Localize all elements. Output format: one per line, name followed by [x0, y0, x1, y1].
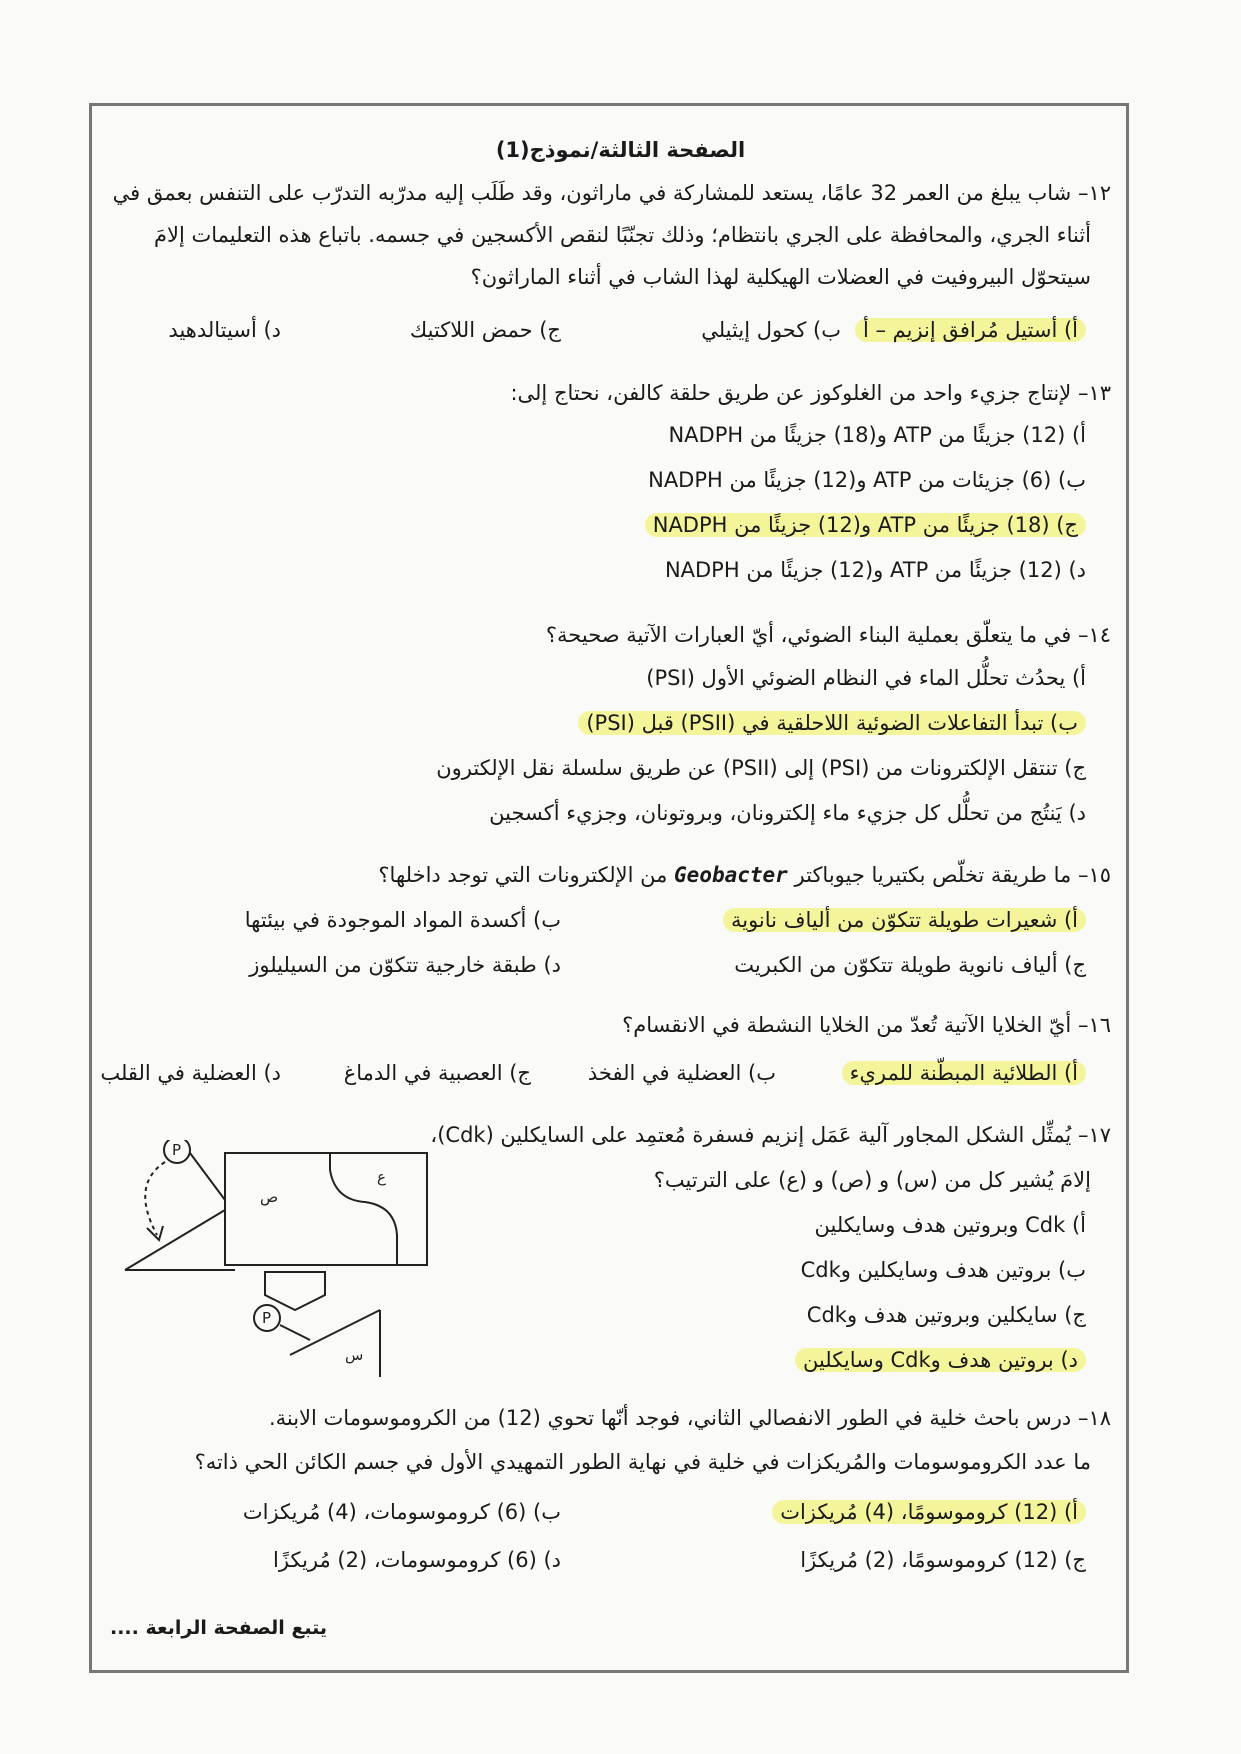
phosphate-link-top — [190, 1153, 225, 1200]
q18-option-c: ج) (12) كروموسومًا، (2) مُريكزًا — [800, 1548, 1086, 1572]
q15-option-b: ب) أكسدة المواد الموجودة في بيئتها — [244, 908, 561, 932]
q17-option-d — [795, 1345, 1086, 1375]
q18-stem-1 — [269, 1403, 1111, 1433]
q13-number: ١٣– — [1077, 381, 1111, 405]
q12-number: ١٢– — [1077, 181, 1111, 205]
q16-option-d: د) العضلية في القلب — [100, 1061, 281, 1085]
q15-option-a — [723, 905, 1086, 935]
q17-number: ١٧– — [1077, 1123, 1111, 1147]
q16-option-c: ج) العصبية في الدماغ — [343, 1061, 531, 1085]
q15-text-a: ما طريقة تخلّص بكتيريا جيوباكتر — [794, 863, 1072, 887]
q12-line-2: أثناء الجري، والمحافظة على الجري بانتظام؛ وذلك تجنّبًا لنقص الأكسجين في جسمه. باتباع هذه التعليمات إلامَ — [154, 223, 1091, 247]
phosphate-label-bottom: P — [262, 1309, 272, 1327]
q18-option-a — [772, 1497, 1086, 1527]
q17-option-b: ب) بروتين هدف وسايكلين وCdk — [800, 1258, 1086, 1282]
cyclin-region-line — [330, 1153, 397, 1265]
q14-option-a: أ) يحدُث تحلُّل الماء في النظام الضوئي الأول (PSI) — [646, 666, 1086, 690]
q12-text-1: شاب يبلغ من العمر 32 عامًا، يستعد للمشاركة في ماراثون، وقد طَلَب إليه مدرّبه التدرّب على التنفس بعمق في — [112, 181, 1072, 205]
q12-line-1 — [113, 178, 1111, 208]
q17-option-c: ج) سايكلين وبروتين هدف وCdk — [806, 1303, 1086, 1327]
q15-latin-name: Geobacter — [674, 863, 788, 887]
q14-option-b — [578, 708, 1086, 738]
q18-option-d: د) (6) كروموسومات، (2) مُريكزًا — [273, 1548, 561, 1572]
q15-option-d: د) طبقة خارجية تتكوّن من السيليلوز — [249, 953, 561, 977]
answer-highlight: أ) الطلائية المبطّنة للمريء — [842, 1061, 1086, 1085]
answer-highlight: د) بروتين هدف وCdk وسايكلين — [795, 1348, 1086, 1372]
phosphate-label-top: P — [172, 1141, 182, 1159]
q13-text: لإنتاج جزيء واحد من الغلوكوز عن طريق حلقة كالفن، نحتاج إلى: — [510, 381, 1072, 405]
phosphate-link-bottom — [280, 1325, 310, 1340]
q12-option-c: ج) حمض اللاكتيك — [409, 318, 561, 342]
q17-stem-1 — [430, 1120, 1111, 1150]
q15-text-b: من الإلكترونات التي توجد داخلها؟ — [378, 863, 668, 887]
figure-label-ain: ع — [377, 1168, 386, 1186]
q17-text-1: يُمثِّل الشكل المجاور آلية عَمَل إنزيم فسفرة مُعتمِد على السايكلين (Cdk)، — [430, 1123, 1072, 1147]
answer-highlight: ب) تبدأ التفاعلات الضوئية اللاحلقية في (PSII) قبل (PSI) — [578, 711, 1086, 735]
q15-option-c: ج) ألياف نانوية طويلة تتكوّن من الكبريت — [734, 953, 1086, 977]
q13-option-a: أ) (12) جزيئًا من ATP و(18) جزيئًا من NADPH — [668, 423, 1086, 447]
process-arrow — [265, 1272, 325, 1310]
q15-number: ١٥– — [1077, 863, 1111, 887]
answer-highlight: أ) (12) كروموسومًا، (4) مُريكزات — [772, 1500, 1086, 1524]
q12-option-b: ب) كحول إيثيلي — [701, 318, 841, 342]
q18-option-b: ب) (6) كروموسومات، (4) مُريكزات — [242, 1500, 561, 1524]
q14-number: ١٤– — [1077, 623, 1111, 647]
q18-number: ١٨– — [1077, 1406, 1111, 1430]
transfer-arrow — [145, 1162, 165, 1235]
answer-highlight: أ) أستيل مُرافق إنزيم – أ — [855, 318, 1086, 342]
q17-stem-2: إلامَ يُشير كل من (س) و (ص) و (ع) على الترتيب؟ — [653, 1168, 1091, 1192]
q17-option-a: أ) Cdk وبروتين هدف وسايكلين — [814, 1213, 1086, 1237]
q14-stem — [546, 620, 1111, 650]
q13-stem — [510, 378, 1111, 408]
target-protein-line-top — [125, 1210, 225, 1270]
q18-stem-2: ما عدد الكروموسومات والمُريكزات في خلية في نهاية الطور التمهيدي الأول في جسم الكائن الحي ذاته؟ — [194, 1450, 1091, 1474]
q16-option-a — [842, 1058, 1086, 1088]
q13-option-b: ب) (6) جزيئات من ATP و(12) جزيئًا من NADPH — [648, 468, 1086, 492]
transfer-arrowhead — [147, 1226, 163, 1240]
q12-option-a — [855, 315, 1086, 345]
q12-option-d: د) أسيتالدهيد — [168, 318, 281, 342]
q16-stem — [622, 1010, 1111, 1040]
answer-highlight: ج) (18) جزيئًا من ATP و(12) جزيئًا من NADPH — [645, 513, 1086, 537]
q14-option-d: د) يَنتُج من تحلُّل كل جزيء ماء إلكترونان، وبروتونان، وجزيء أكسجين — [489, 801, 1086, 825]
figure-label-seen: س — [345, 1346, 364, 1364]
q13-option-c — [645, 510, 1086, 540]
answer-highlight: أ) شعيرات طويلة تتكوّن من ألياف نانوية — [723, 908, 1086, 932]
product-protein-line — [290, 1310, 380, 1355]
q15-stem — [378, 860, 1111, 890]
q18-text-1: درس باحث خلية في الطور الانفصالي الثاني، فوجد أنّها تحوي (12) من الكروموسومات الابنة. — [268, 1406, 1072, 1430]
page-footer: يتبع الصفحة الرابعة .... — [110, 1617, 327, 1639]
q14-option-c: ج) تنتقل الإلكترونات من (PSI) إلى (PSII) عن طريق سلسلة نقل الإلكترون — [436, 756, 1086, 780]
q16-text: أيّ الخلايا الآتية تُعدّ من الخلايا النشطة في الانقسام؟ — [622, 1013, 1072, 1037]
q16-number: ١٦– — [1077, 1013, 1111, 1037]
q13-option-d: د) (12) جزيئًا من ATP و(12) جزيئًا من NADPH — [664, 558, 1086, 582]
q16-option-b: ب) العضلية في الفخذ — [587, 1061, 776, 1085]
q12-line-3: سيتحوّل البيروفيت في العضلات الهيكلية لهذا الشاب في أثناء الماراثون؟ — [470, 265, 1091, 289]
page-header: الصفحة الثالثة/نموذج(1) — [495, 138, 746, 162]
q14-text: في ما يتعلّق بعملية البناء الضوئي، أيّ العبارات الآتية صحيحة؟ — [545, 623, 1072, 647]
cdk-phosphorylation-figure — [115, 1140, 435, 1390]
figure-label-sad: ص — [260, 1188, 279, 1206]
